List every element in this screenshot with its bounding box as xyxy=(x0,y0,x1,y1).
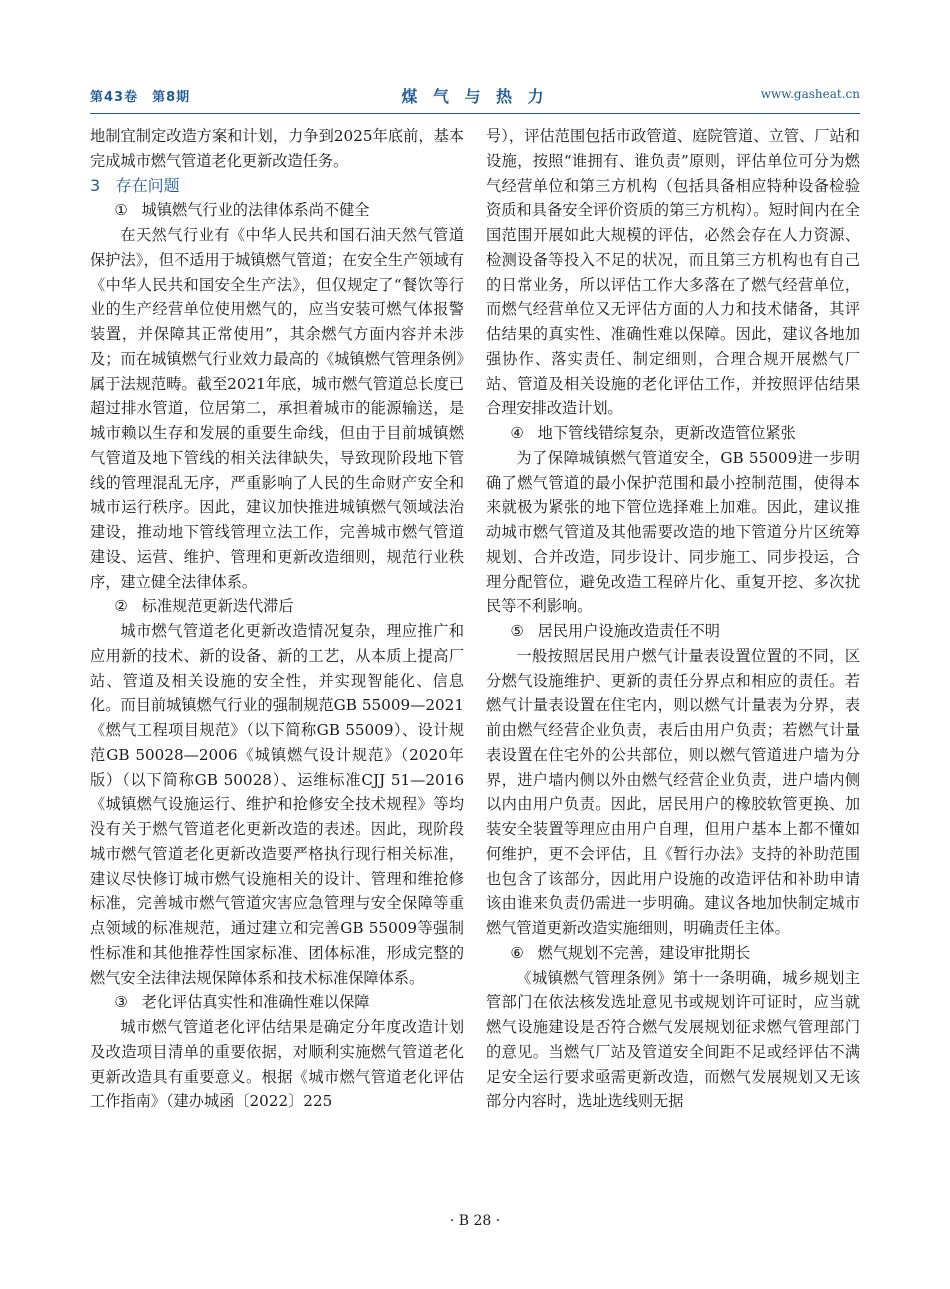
paragraph: 一般按照居民用户燃气计量表设置位置的不同，区分燃气设施维护、更新的责任分界点和相应的责任。若燃气计量表设置在住宅内，则以燃气计量表为分界，表前由燃气经营企业负责，表后由用户负责；若燃气计量表设置在住宅外的公共部位，则以燃气管道进户墙为分界，进户墙内侧以外由燃气经营企业负责，进户墙内侧以内由用户负责。因此，居民用户的橡胶软管更换、加装安全装置等理应由用户自理，但用户基本上都不懂如何维护，更不会评估，且《暂行办法》支持的补助范围也包含了该部分，因此用户设施的改造评估和补助申请该由谁来负责仍需进一步明确。建议各地加快制定城市燃气管道更新改造实施细则，明确责任主体。 xyxy=(486,646,860,937)
subheading-number: ② xyxy=(114,597,128,616)
subheading-number: ④ xyxy=(510,424,524,442)
subheading-title: 城镇燃气行业的法律体系尚不健全 xyxy=(141,201,370,220)
subheading-1 xyxy=(90,198,464,223)
subheading-number: ⑤ xyxy=(510,622,524,640)
subheading-5 xyxy=(486,619,860,644)
paragraph-continued: 地制宜制定改造方案和计划，力争到2025年底前，基本完成城市燃气管道老化更新改造任务。 xyxy=(90,127,464,170)
section-heading xyxy=(90,174,464,199)
right-column xyxy=(486,124,860,1114)
subheading-title: 标准规范更新迭代滞后 xyxy=(141,597,294,616)
paragraph: 城市燃气管道老化更新改造情况复杂，理应推广和应用新的技术、新的设备、新的工艺，从本质上提高厂站、管道及相关设施的安全性，并实现智能化、信息化。而目前城镇燃气行业的强制规范GB 55009—2021《燃气工程项目规范》（以下简称GB 55009）、设计规范GB 50028—2006《城镇燃气设计规范》（2020年版）（以下简称GB 50028）、运维标准CJJ 51—2016《城镇燃气设施运行、维护和抢修安全技术规程》等均没有关于燃气管道老化更新改造的表述。因此，现阶段城市燃气管道老化更新改造要严格执行现行相关标准，建议尽快修订城市燃气设施相关的设计、管理和维抢修标准，完善城市燃气管道灾害应急管理与安全保障等重点领域的标准规范，通过建立和完善GB 55009等强制性标准和其他推荐性国家标准、团体标准，形成完整的燃气安全法律法规保障体系和技术标准保障体系。 xyxy=(90,622,464,987)
subheading-number: ③ xyxy=(114,993,128,1012)
subheading-number: ① xyxy=(114,201,128,220)
subheading-4 xyxy=(486,421,860,446)
volume-issue: 第43卷 第8期 xyxy=(90,90,191,105)
page-number: · B 28 · xyxy=(449,1213,501,1229)
subheading-number: ⑥ xyxy=(510,943,524,962)
left-column xyxy=(90,124,464,1114)
paragraph: 城市燃气管道老化评估结果是确定分年度改造计划及改造项目清单的重要依据，对顺利实施燃气管道老化更新改造具有重要意义。根据《城市燃气管道老化评估工作指南》（建办城函〔2022〕225 xyxy=(90,1018,464,1111)
running-header xyxy=(90,84,860,110)
paragraph: 《城镇燃气管理条例》第十一条明确，城乡规划主管部门在依法核发选址意见书或规划许可证时，应当就燃气设施建设是否符合燃气发展规划征求燃气管理部门的意见。当燃气厂站及管道安全间距不足或经评估不满足安全运行要求亟需更新改造，而燃气发展规划又无该部分内容时，选址选线则无据 xyxy=(486,968,860,1111)
paragraph-continued: 号），评估范围包括市政管道、庭院管道、立管、厂站和设施，按照“谁拥有、谁负责”原则，评估单位可分为燃气经营单位和第三方机构（包括具备相应特种设备检验资质和具备安全评价资质的第三方机构）。短时间内在全国范围开展如此大规模的评估，必然会存在人力资源、检测设备等投入不足的状况，而且第三方机构也有自己的日常业务，所以评估工作大多落在了燃气经营单位，而燃气经营单位又无评估方面的人力和技术储备，其评估结果的真实性、准确性难以保障。因此，建议各地加强协作、落实责任、制定细则，合理合规开展燃气厂站、管道及相关设施的老化评估工作，并按照评估结果合理安排改造计划。 xyxy=(486,127,860,418)
paragraph: 在天然气行业有《中华人民共和国石油天然气管道保护法》，但不适用于城镇燃气管道；在安全生产领域有《中华人民共和国安全生产法》，但仅规定了“餐饮等行业的生产经营单位使用燃气的，应当安装可燃气体报警装置，并保障其正常使用”，其余燃气方面内容并未涉及；而在城镇燃气行业效力最高的《城镇燃气管理条例》属于法规范畴。截至2021年底，城市燃气管道总长度已超过排水管道，位居第二，承担着城市的能源输送，是城市赖以生存和发展的重要生命线，但由于目前城镇燃气管道及地下管线的相关法律缺失，导致现阶段地下管线的管理混乱无序，严重影响了人民的生命财产安全和城市运行秩序。因此，建议加快推进城镇燃气领域法治建设，推动地下管线管理立法工作，完善城市燃气管道建设、运营、维护、管理和更新改造细则，规范行业秩序，建立健全法律体系。 xyxy=(90,226,464,591)
header-rule xyxy=(90,113,860,114)
section-title: 存在问题 xyxy=(115,175,180,195)
journal-title: 煤 气 与 热 力 xyxy=(401,87,549,106)
subheading-title: 地下管线错综复杂，更新改造管位紧张 xyxy=(537,424,796,442)
section-number: 3 xyxy=(90,175,101,195)
subheading-2 xyxy=(90,594,464,619)
subheading-title: 老化评估真实性和准确性难以保障 xyxy=(141,993,370,1012)
subheading-6 xyxy=(486,941,860,966)
journal-website: www.gasheat.cn xyxy=(760,87,860,101)
paragraph: 为了保障城镇燃气管道安全，GB 55009进一步明确了燃气管道的最小保护范围和最小控制范围，使得本来就极为紧张的地下管位选择难上加难。因此，建议推动城市燃气管道及其他需要改造的地下管道分片区统筹规划、合并改造，同步设计、同步施工、同步投运，合理分配管位，避免改造工程碎片化、重复开挖、多次扰民等不利影响。 xyxy=(486,448,860,616)
subheading-3 xyxy=(90,990,464,1015)
subheading-title: 居民用户设施改造责任不明 xyxy=(537,622,720,640)
subheading-title: 燃气规划不完善，建设审批期长 xyxy=(537,943,751,962)
